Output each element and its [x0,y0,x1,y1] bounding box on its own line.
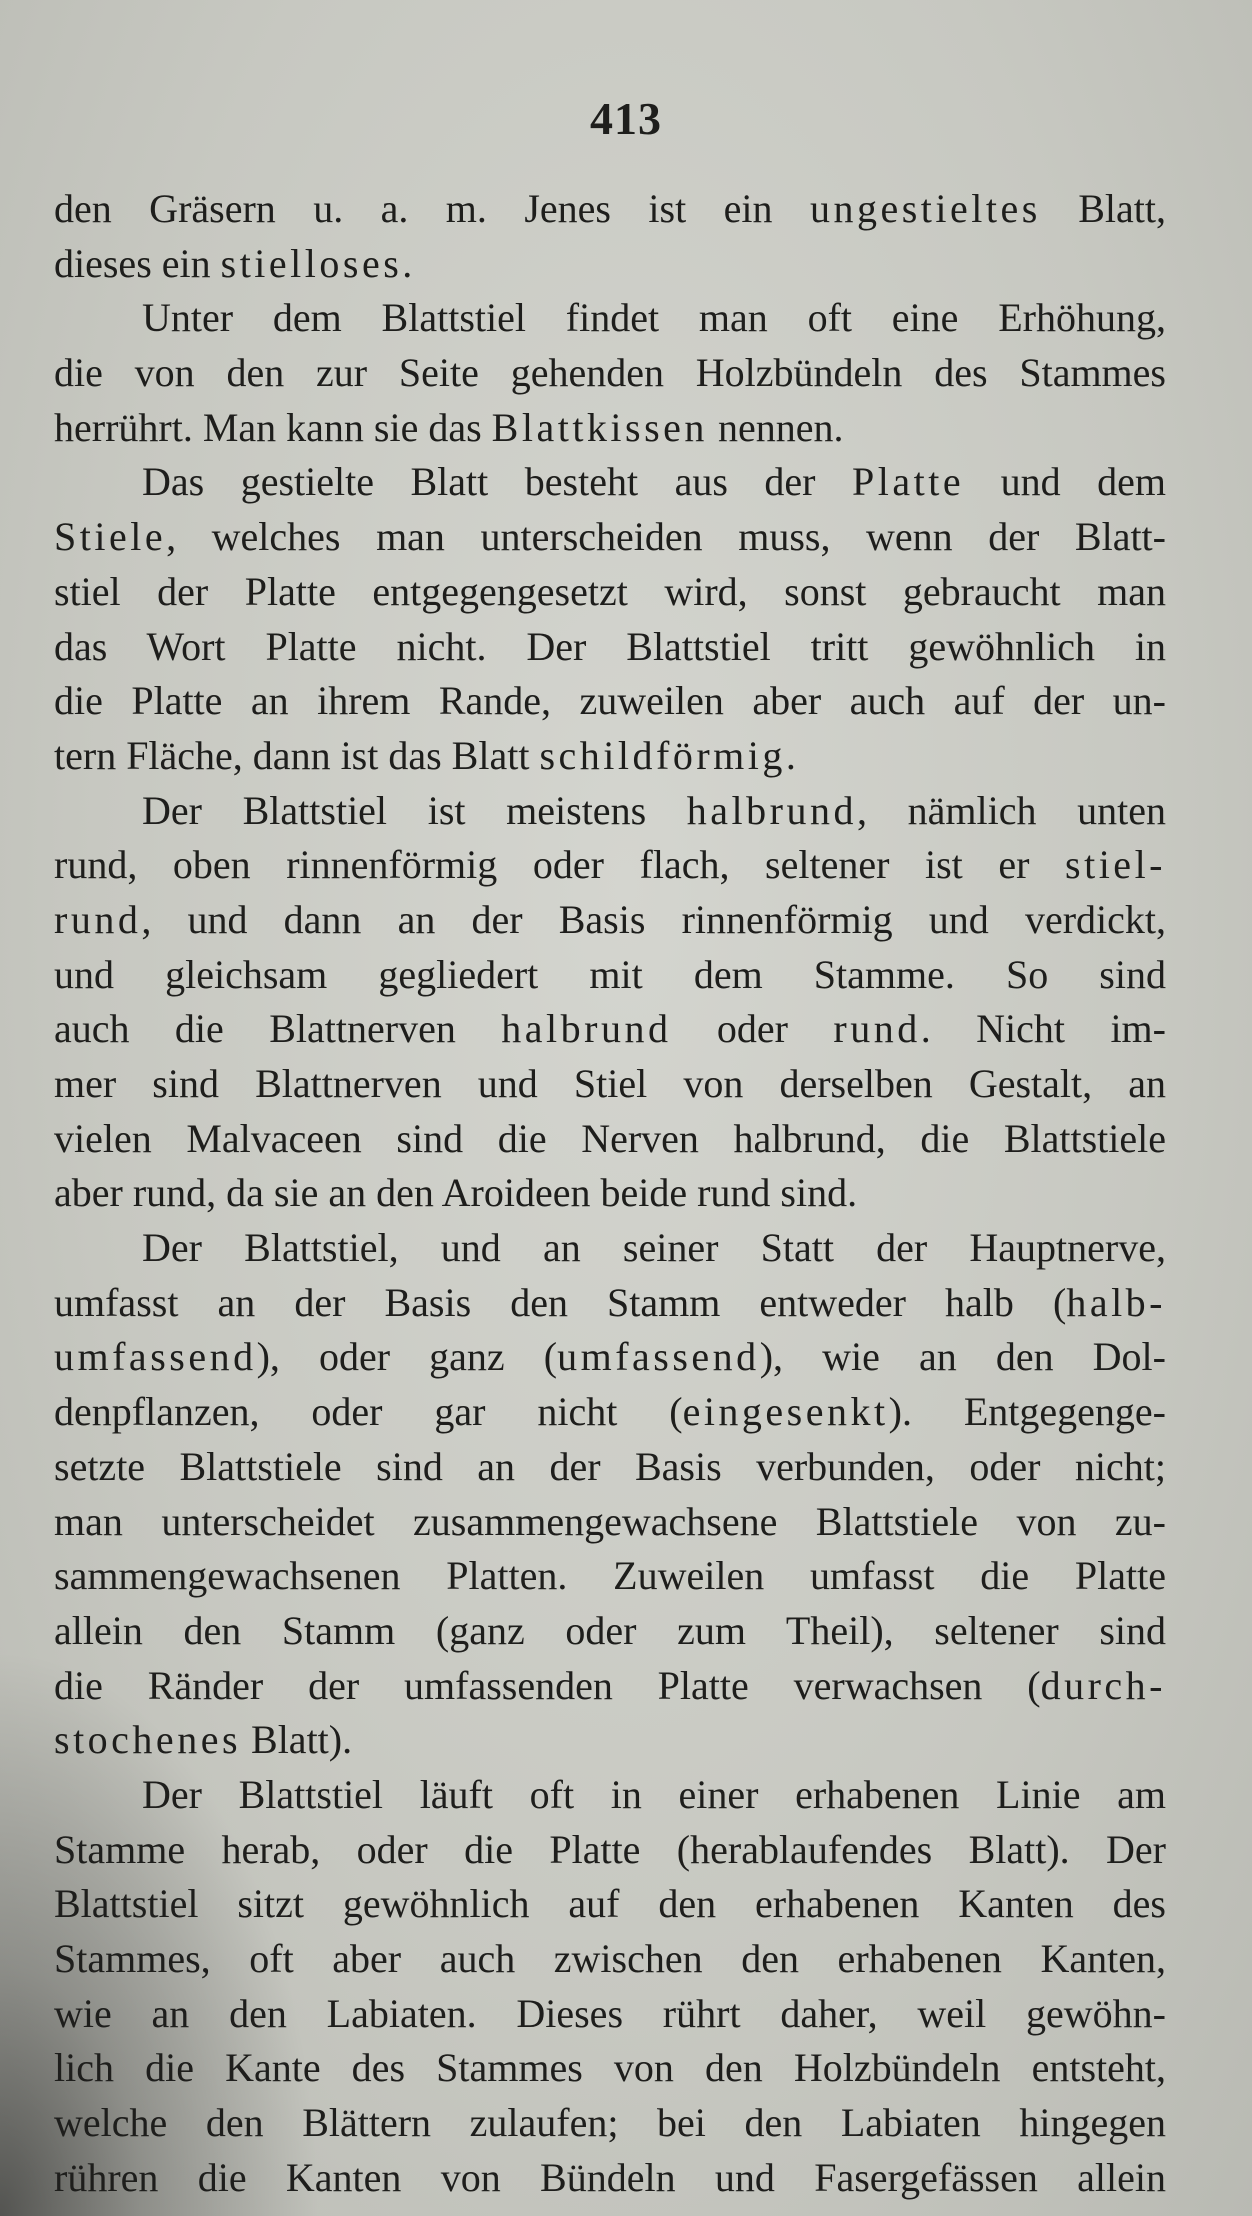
text-run: umfasst an der Basis den Stamm entweder halb ( [54,1279,1067,1325]
text-line [54,1221,1166,1276]
text-run: Stamme herab, oder die Platte (herablaufendes Blatt). Der [54,1826,1166,1872]
emphasized-term: stochenes [54,1717,242,1763]
emphasized-term: stielloses [220,240,403,286]
text-run: die Platte an ihrem Rande, zuweilen aber auch auf der un- [54,678,1166,724]
text-run: und gleichsam gegliedert mit dem Stamme. So sind [54,951,1166,997]
text-run: welche den Blättern zulaufen; bei den Labiaten hingegen [54,2100,1166,2146]
text-run: Der Blattstiel ist meistens [142,787,687,833]
text-run: , nämlich unten [856,787,1167,833]
text-line [54,1440,1166,1495]
text-run: Das gestielte Blatt besteht aus der [142,459,853,505]
text-run: man unterscheidet zusammengewachsene Blattstiele von zu- [54,1498,1166,1544]
text-line [54,2096,1166,2151]
text-run: rühren die Kanten von Bündeln und Fasergefässen allein [54,2154,1166,2200]
text-line [54,1495,1166,1550]
text-line [54,1057,1166,1112]
text-run: und dem [964,459,1166,505]
text-run: oder [671,1006,834,1052]
text-run: ). Entgegenge- [888,1389,1166,1435]
text-run: nennen. [707,404,844,450]
text-run: tern Fläche, dann ist das Blatt [54,732,540,778]
text-run: setzte Blattstiele sind an der Basis verbunden, oder nicht; [54,1443,1166,1489]
text-run: . [785,732,796,778]
text-line [54,893,1166,948]
text-line [54,182,1166,237]
text-run: Stammes, oft aber auch zwischen den erhabenen Kanten, [54,1936,1166,1981]
emphasized-term: umfassend [557,1334,760,1380]
text-run: , und dann an der Basis rinnenförmig und verdickt, [141,896,1166,942]
emphasized-term: durch- [1040,1662,1166,1708]
body-text [54,182,1166,2205]
text-line [54,674,1166,729]
text-line [54,1659,1166,1714]
page-number: 413 [590,93,662,144]
emphasized-term: rund [833,1006,921,1052]
text-line [54,948,1166,1003]
emphasized-term: schildförmig [539,732,786,778]
text-run: herrührt. Man kann sie das [54,404,492,450]
text-run: ), oder ganz ( [256,1334,558,1380]
emphasized-term: umfassend [54,1334,257,1380]
text-line [54,1713,1166,1768]
text-run: das Wort Platte nicht. Der Blattstiel tritt gewöhnlich in [54,623,1166,669]
text-line [54,346,1166,401]
text-line [54,729,1166,784]
text-run: Der Blattstiel, und an seiner Statt der Hauptnerve, [142,1225,1166,1271]
text-line [54,1166,1166,1221]
text-line [54,1385,1166,1440]
text-run: . Nicht im- [920,1006,1166,1052]
text-line [54,2041,1166,2096]
emphasized-term: Stiele [54,514,167,560]
text-line [54,1112,1166,1167]
text-run: , welches man unterscheiden muss, wenn der Blatt- [166,514,1166,560]
text-run: . [402,240,413,286]
text-line [54,620,1166,675]
text-line [54,291,1166,346]
emphasized-term: eingesenkt [682,1389,889,1435]
text-line [54,1987,1166,2042]
text-line [54,1932,1166,1987]
text-run: ), wie an den Dol- [759,1334,1166,1380]
text-line [54,1768,1166,1823]
text-run: stiel der Platte entgegengesetzt wird, sonst gebraucht man [54,568,1166,614]
text-run: aber rund, da sie an den Aroideen beide rund sind. [54,1170,858,1216]
emphasized-term: halbrund [686,787,857,833]
text-line [54,401,1166,456]
text-line [54,455,1166,510]
text-run: die von den zur Seite gehenden Holzbündeln des Stammes [54,350,1166,396]
text-line [54,1002,1166,1057]
text-line [54,1549,1166,1604]
text-run: allein den Stamm (ganz oder zum Theil), seltener sind [54,1607,1166,1653]
text-line [54,2151,1166,2206]
text-line [54,510,1166,565]
emphasized-term: halbrund [501,1006,672,1052]
text-line [54,838,1166,893]
text-run: Blatt). [241,1717,353,1763]
text-line [54,1604,1166,1659]
text-run: dieses ein [54,240,221,286]
emphasized-term: stiel- [1065,842,1166,888]
text-line [54,1877,1166,1932]
text-run: die Ränder der umfassenden Platte verwachsen ( [54,1662,1041,1708]
emphasized-term: ungestieltes [809,186,1041,231]
text-run: den Gräsern u. a. m. Jenes ist ein [54,186,810,231]
text-line [54,237,1166,292]
emphasized-term: rund [54,896,142,942]
text-run: rund, oben rinnenförmig oder flach, seltener ist er [54,842,1066,888]
text-line [54,565,1166,620]
text-line [54,1823,1166,1878]
text-run: Blattstiel sitzt gewöhnlich auf den erhabenen Kanten des [54,1881,1166,1927]
text-run: vielen Malvaceen sind die Nerven halbrund, die Blattstiele [54,1115,1166,1161]
text-line [54,1276,1166,1331]
text-run: auch die Blattnerven [54,1006,502,1052]
text-run: Der Blattstiel läuft oft in einer erhabenen Linie am [142,1771,1166,1817]
text-run: sammengewachsenen Platten. Zuweilen umfasst die Platte [54,1553,1166,1599]
text-run: denpflanzen, oder gar nicht ( [54,1389,683,1435]
text-run: mer sind Blattnerven und Stiel von derselben Gestalt, an [54,1061,1166,1106]
text-line [54,784,1166,839]
text-run: lich die Kante des Stammes von den Holzbündeln entsteht, [54,2045,1166,2091]
emphasized-term: halb- [1066,1279,1166,1325]
text-run: wie an den Labiaten. Dieses rührt daher, weil gewöhn- [54,1990,1166,2036]
emphasized-term: Blattkissen [491,404,708,450]
text-run: Unter dem Blattstiel findet man oft eine Erhöhung, [142,295,1166,341]
text-run: Blatt, [1040,186,1166,231]
text-line [54,1330,1166,1385]
emphasized-term: Platte [852,459,965,505]
